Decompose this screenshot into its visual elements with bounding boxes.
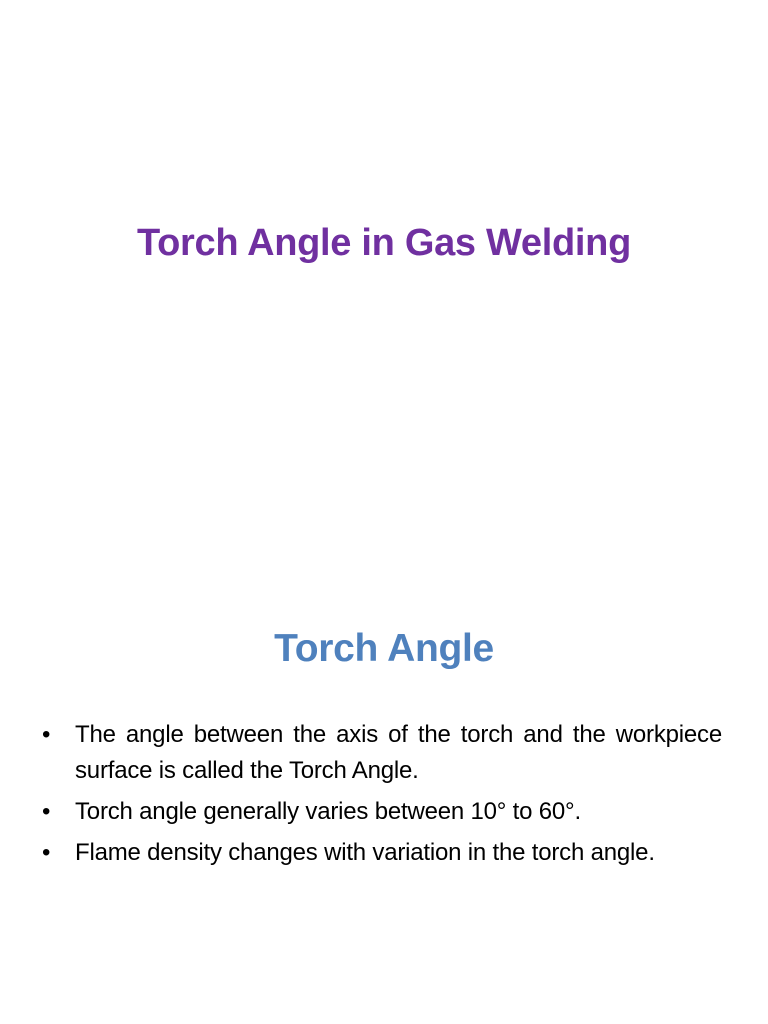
bullet-text: The angle between the axis of the torch and the workpiece surface is called the Torch Angle. bbox=[75, 721, 722, 784]
bullet-item bbox=[38, 835, 722, 871]
bullet-icon: • bbox=[42, 721, 51, 748]
bullet-text: Torch angle generally varies between 10° to 60°. bbox=[75, 798, 581, 825]
bullet-list bbox=[38, 717, 722, 876]
bullet-icon: • bbox=[42, 798, 51, 825]
slide-title: Torch Angle in Gas Welding bbox=[137, 222, 631, 264]
bullet-icon: • bbox=[42, 839, 51, 866]
slide-heading: Torch Angle bbox=[274, 627, 494, 670]
bullet-item bbox=[38, 717, 722, 789]
bullet-item bbox=[38, 794, 722, 830]
slide-2 bbox=[0, 512, 768, 1024]
bullet-text: Flame density changes with variation in the torch angle. bbox=[75, 839, 655, 866]
